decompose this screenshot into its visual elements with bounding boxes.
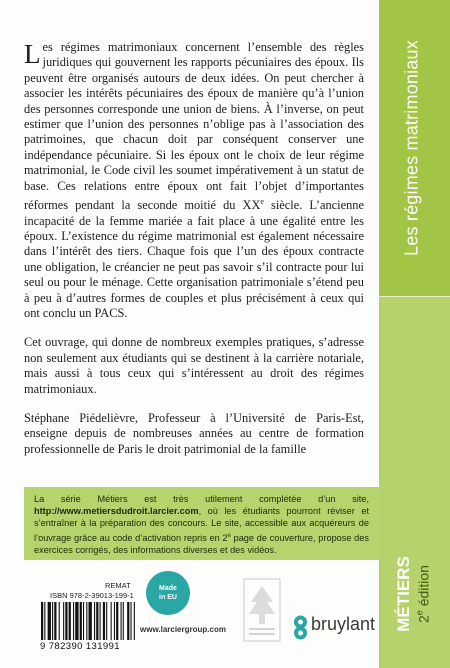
isbn-label: ISBN 978-2-39013-199-1 [50,591,134,600]
edition-suffix: e [414,610,425,616]
made-in-eu-badge [146,571,190,615]
edition-label [415,565,432,623]
side-divider [379,296,450,297]
bruylant-logo-icon [290,614,311,641]
publisher-name: bruylant [311,614,376,634]
info-suffix: e [227,532,231,539]
paragraph-author: Stéphane Piédelièvre, Professeur à l’Université de Paris-Est, enseigne depuis de nombreuses années au centre de formation professionnelle de Paris le droit patrimonial de la famille [24,411,364,456]
edition-number: 2 [415,615,432,623]
series-title: Les régimes matrimoniaux [401,40,422,256]
remat-label: REMAT [105,581,131,590]
barcode-digits: 9 782390 131991 [40,641,120,652]
info-text-3: page de couverture, propose des exercices corrigés, des informations diverses et des vidéos. [34,532,369,555]
publisher-website[interactable]: www.larciergroup.com [140,625,226,634]
intro-part-b: siècle. L’ancienne incapacité de la femme mariée a fait place à une égalité entre les époux. L’existence du régime matrimonial est également nécessaire dans l’intérêt des tiers. Chaque fois que l’un des époux contracte une obligation, le créancier ne peut pas savoir s’il contracte pour lui seul ou pour le ménage. Cette organisation patrimoniale s’étend peu à peu à d’autres formes de couples et plus précisément à ceux qui ont conclu un PACS. [24,198,364,321]
info-text-2: , où les étudiants pourront réviser et s’entraîner à la préparation des concours. Le site, accessible aux acquéreurs de l’ouvrage grâce au code d’activation repris en 2 [34,506,369,543]
intro-part-a: Les régimes matrimoniaux concernent l’ensemble des règles juridiques qui gouvernent les rapports pécuniaires des époux. Ils peuvent être organisés autours de deux idées. On peut chercher à associer les intérêts pécuniaires des époux de manière qu’à l’union des personnes corresponde une union de biens. À l’inverse, on peut estimer que l’union des personnes n’oblige pas à l’association des patrimoines, que chacun doit par conséquent conserver une indépendance pécuniaire. Si les époux ont le choix de leur régime matrimonial, le Code civil les soumet impérativement à un statut de base. Ces relations entre époux ont fait l’objet d’importantes réformes pendant la seconde moitié du XX [24,39,364,213]
info-text-1: La série Métiers est très utilement complétée d’un site, [34,494,369,504]
century-suffix: e [260,197,264,207]
edition-word: édition [415,565,432,607]
series-website-link[interactable]: http://www.metiersdudroit.larcier.com [34,506,199,517]
paragraph-intro [24,40,364,321]
description [24,40,364,471]
forest-seal-icon [243,578,281,642]
badge-line-1: Made [159,585,177,592]
paragraph-audience: Cet ouvrage, qui donne de nombreux exemples pratiques, s’adresse non seulement aux étudiants qui se destinent à la carrière notariale, mais aussi à tous ceux qui s’intéressent au droit des régimes matrimoniaux. [24,335,364,396]
badge-line-2: in EU [159,594,177,601]
website-info-box [24,487,379,560]
collection-name: MÉTIERS [394,556,413,632]
barcode [40,602,137,640]
